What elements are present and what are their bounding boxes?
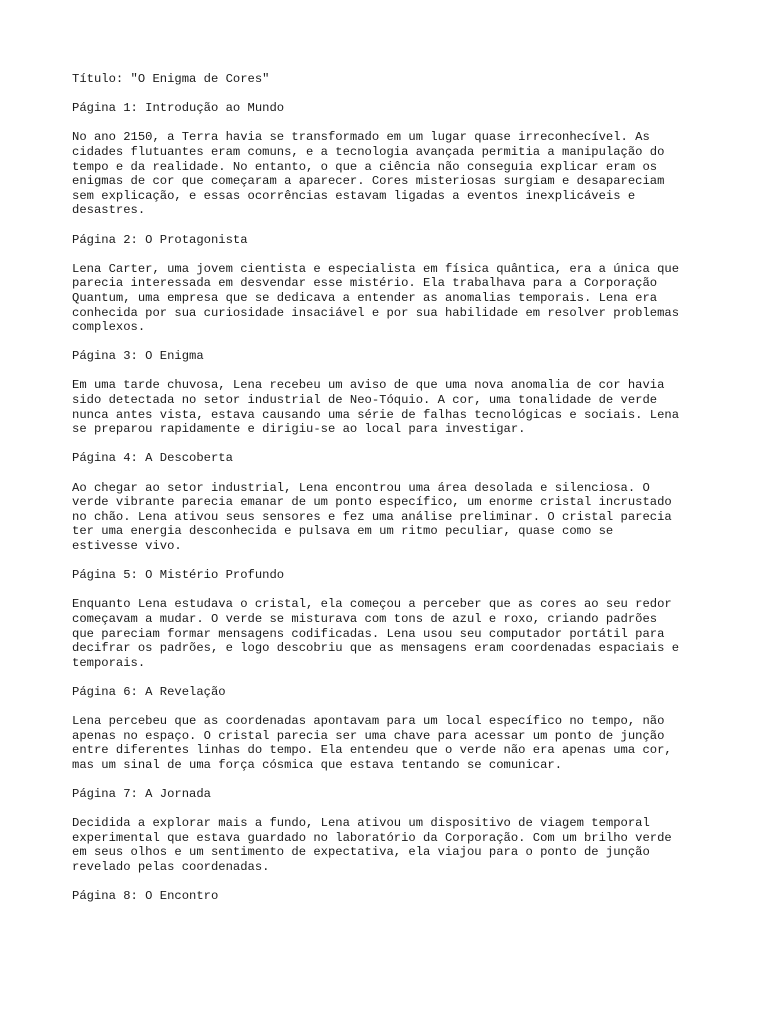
section-heading-5: Página 5: O Mistério Profundo (72, 568, 285, 583)
section-paragraph-7: Decidida a explorar mais a fundo, Lena ativou um dispositivo de viagem temporal experimental que estava guardado no laboratório da Corporação. Com um brilho verde em seus olhos e um sentimento de expectativa, ela viajou para o ponto de junção revelado pelas coordenadas. (72, 816, 672, 875)
section-heading-3: Página 3: O Enigma (72, 349, 204, 364)
document-page (72, 72, 700, 918)
section-paragraph-1: No ano 2150, a Terra havia se transformado em um lugar quase irreconhecível. As cidades flutuantes eram comuns, e a tecnologia avançada permitia a manipulação do tempo e da realidade. No entanto, o que a ciência não conseguia explicar eram os enigmas de cor que começaram a aparecer. Cores misteriosas surgiam e desapareciam sem explicação, e essas ocorrências estavam ligadas a eventos inexplicáveis e desastres. (72, 130, 665, 218)
section-paragraph-6: Lena percebeu que as coordenadas apontavam para um local específico no tempo, não apenas no espaço. O cristal parecia ser uma chave para acessar um ponto de junção entre diferentes linhas do tempo. Ela entendeu que o verde não era apenas uma cor, mas um sinal de uma força cósmica que estava tentando se comunicar. (72, 714, 672, 772)
section-paragraph-2: Lena Carter, uma jovem cientista e especialista em física quântica, era a única que parecia interessada em desvendar esse mistério. Ela trabalhava para a Corporação Quantum, uma empresa que se dedicava a entender as anomalias temporais. Lena era conhecida por sua curiosidade insaciável e por sua habilidade em resolver problemas complexos. (72, 261, 680, 335)
section-heading-8: Página 8: O Encontro (72, 889, 219, 904)
section-heading-4: Página 4: A Descoberta (72, 451, 233, 466)
section-heading-2: Página 2: O Protagonista (72, 232, 248, 247)
section-paragraph-5: Enquanto Lena estudava o cristal, ela começou a perceber que as cores ao seu redor começavam a mudar. O verde se misturava com tons de azul e roxo, criando padrões que pareciam formar mensagens codificadas. Lena usou seu computador portátil para decifrar os padrões, e logo descobriu que as mensagens eram coordenadas espaciais e temporais. (72, 597, 680, 670)
section-heading-6: Página 6: A Revelação (72, 684, 226, 699)
document-title: Título: "O Enigma de Cores" (72, 72, 270, 86)
section-heading-1: Página 1: Introdução ao Mundo (72, 101, 285, 116)
section-paragraph-3: Em uma tarde chuvosa, Lena recebeu um aviso de que uma nova anomalia de cor havia sido detectada no setor industrial de Neo-Tóquio. A cor, uma tonalidade de verde nunca antes vista, estava causando uma série de falhas tecnológicas e sociais. Lena se preparou rapidamente e dirigiu-se ao local para investigar. (72, 378, 680, 437)
section-heading-7: Página 7: A Jornada (72, 787, 211, 802)
section-paragraph-4: Ao chegar ao setor industrial, Lena encontrou uma área desolada e silenciosa. O verde vibrante parecia emanar de um ponto específico, um enorme cristal incrustado no chão. Lena ativou seus sensores e fez uma análise preliminar. O cristal parecia ter uma energia desconhecida e pulsava em um ritmo peculiar, quase como se estivesse vivo. (72, 480, 672, 553)
